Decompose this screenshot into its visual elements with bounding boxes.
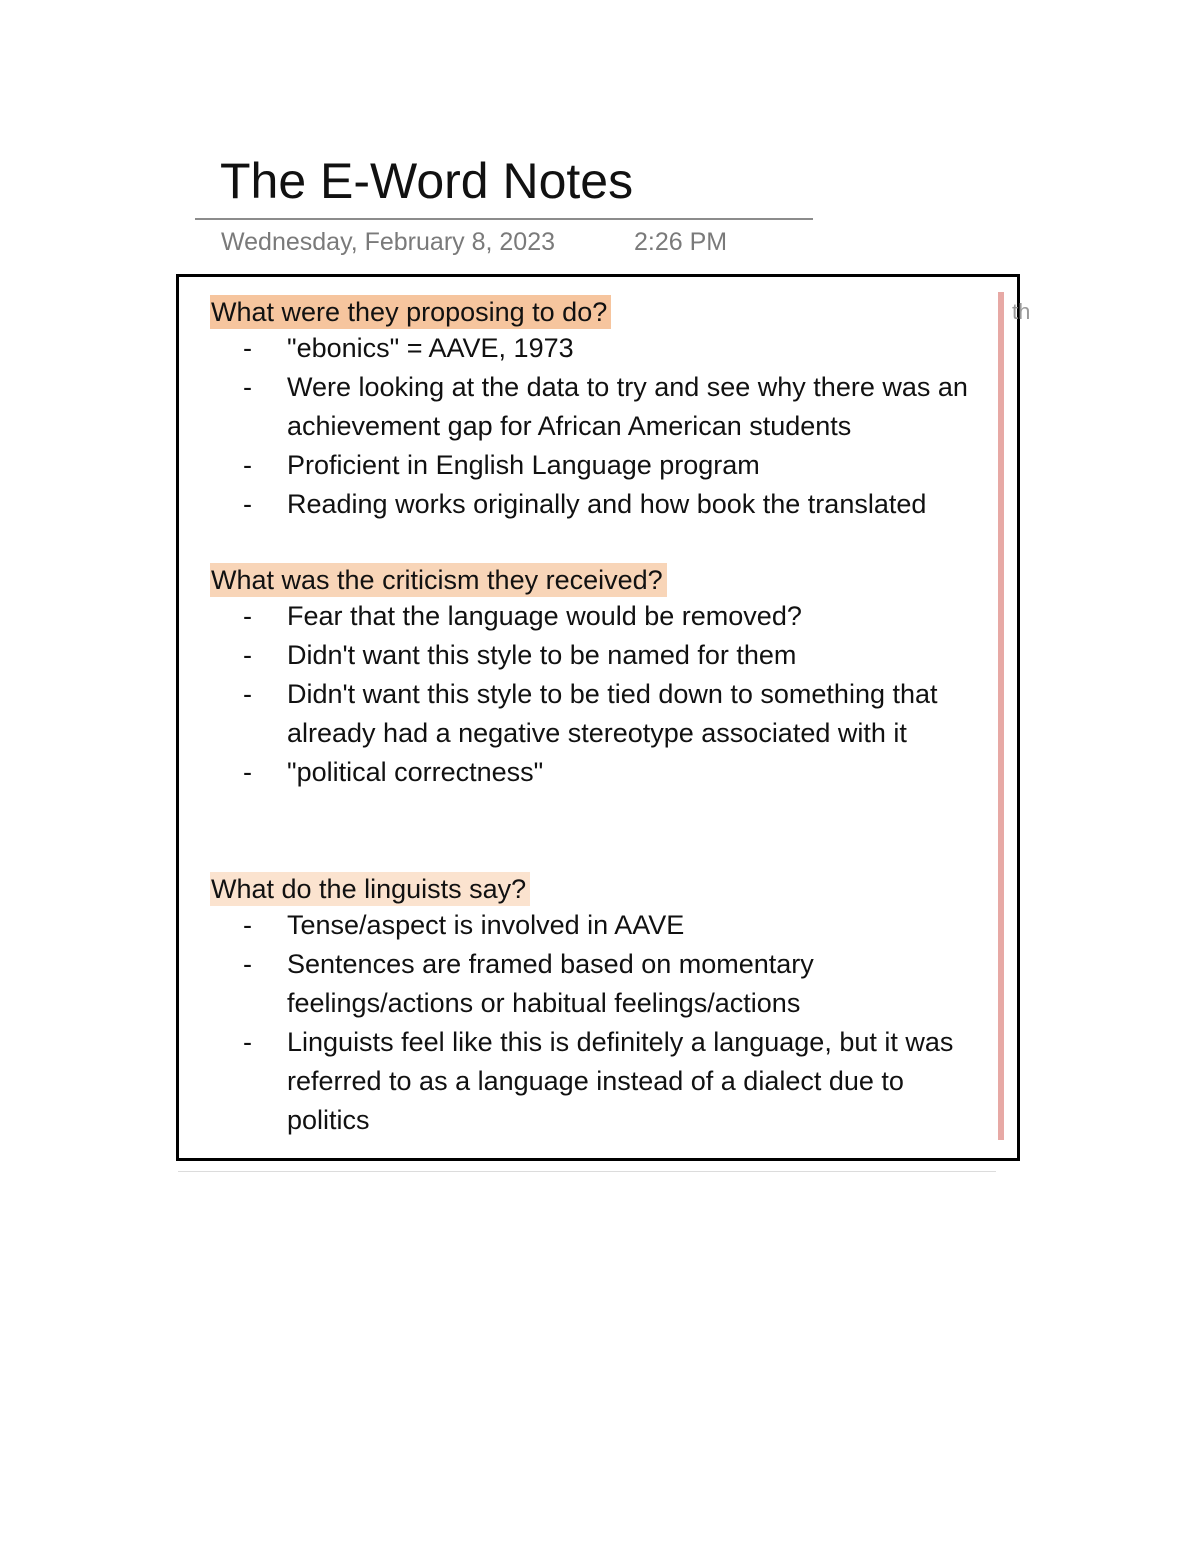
list-item-text: Proficient in English Language program [287, 450, 760, 480]
list-item [210, 906, 987, 945]
note-time: 2:26 PM [634, 228, 728, 256]
dash-icon: - [243, 489, 252, 519]
dash-icon: - [243, 372, 252, 402]
dash-icon: - [243, 601, 252, 631]
section-criticism [210, 563, 990, 792]
list-item [210, 329, 987, 368]
list-item-text: Were looking at the data to try and see why there was an achievement gap for African American students [287, 372, 968, 441]
question-heading: What was the criticism they received? [210, 563, 667, 597]
list-item-text: Linguists feel like this is definitely a language, but it was referred to as a language instead of a dialect due to politics [287, 1027, 954, 1135]
list-item [210, 597, 987, 636]
note-date: Wednesday, February 8, 2023 [221, 228, 555, 256]
clipped-text: th [1012, 299, 1031, 324]
list-item-text: "political correctness" [287, 757, 544, 787]
list-item [210, 675, 987, 753]
dash-icon: - [243, 910, 252, 940]
list-item [210, 945, 987, 1023]
dash-icon: - [243, 333, 252, 363]
section-linguists [210, 872, 990, 1140]
list-item [210, 1023, 987, 1140]
title-divider [195, 218, 813, 220]
list-item-text: Sentences are framed based on momentary feelings/actions or habitual feelings/actions [287, 949, 814, 1018]
dash-icon: - [243, 757, 252, 787]
vertical-scrollbar[interactable] [998, 292, 1004, 1140]
list-item [210, 485, 987, 524]
list-item-text: Fear that the language would be removed? [287, 601, 802, 631]
list-item [210, 636, 987, 675]
bullet-list [210, 906, 990, 1140]
list-item [210, 753, 987, 792]
list-item [210, 446, 987, 485]
bottom-divider [178, 1171, 996, 1172]
list-item-text: Didn't want this style to be tied down to something that already had a negative stereotype associated with it [287, 679, 938, 748]
dash-icon: - [243, 450, 252, 480]
dash-icon: - [243, 640, 252, 670]
question-heading: What were they proposing to do? [210, 295, 611, 329]
question-heading: What do the linguists say? [210, 872, 530, 906]
list-item-text: Didn't want this style to be named for them [287, 640, 797, 670]
dash-icon: - [243, 949, 252, 979]
bullet-list [210, 597, 990, 792]
list-item [210, 368, 987, 446]
dash-icon: - [243, 679, 252, 709]
list-item-text: Tense/aspect is involved in AAVE [287, 910, 685, 940]
list-item-text: "ebonics" = AAVE, 1973 [287, 333, 574, 363]
bullet-list [210, 329, 990, 524]
section-proposal [210, 295, 990, 524]
list-item-text: Reading works originally and how book the translated [287, 489, 927, 519]
page-title: The E-Word Notes [220, 153, 634, 209]
dash-icon: - [243, 1027, 252, 1057]
